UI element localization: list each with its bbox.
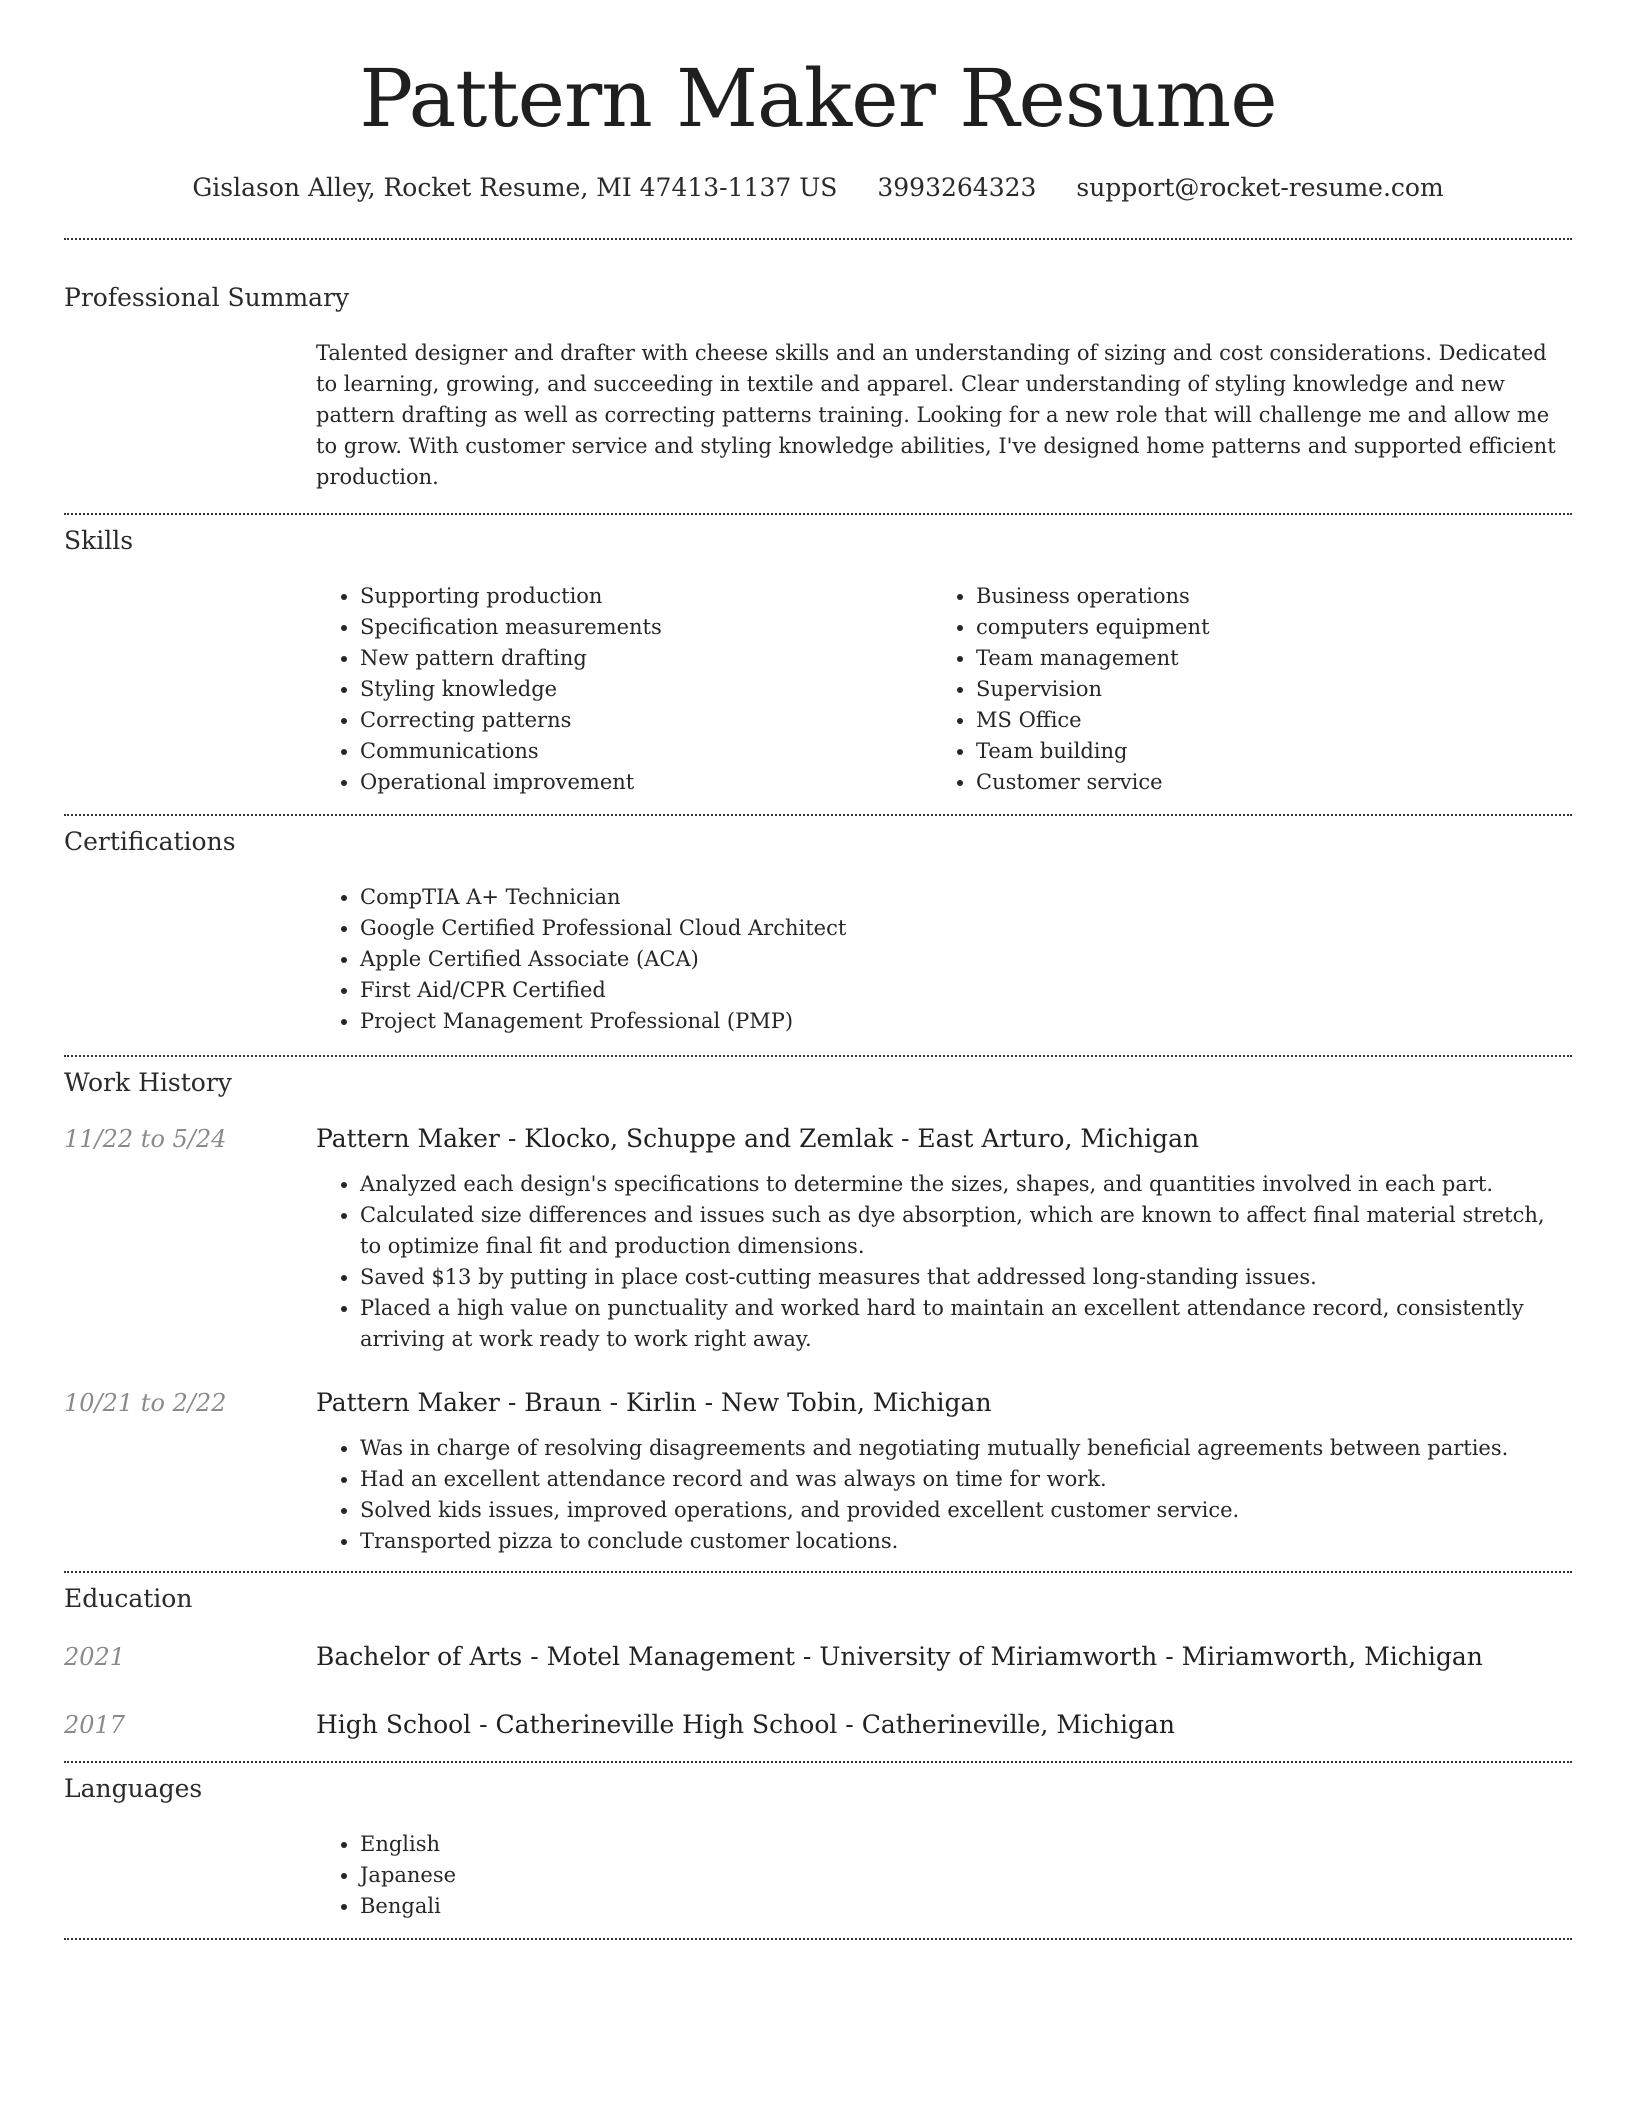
- section-title-education: Education: [64, 1584, 193, 1613]
- job-bullets: [316, 1169, 1572, 1355]
- list-item: • Project Management Professional (PMP): [360, 1006, 1572, 1037]
- list-item: • Bengali: [360, 1891, 1572, 1922]
- list-item: • Transported pizza to conclude customer locations.: [360, 1526, 1572, 1557]
- list-item: • CompTIA A+ Technician: [360, 882, 1572, 913]
- section-title-summary: Professional Summary: [64, 283, 350, 312]
- list-item: • English: [360, 1829, 1572, 1860]
- section-education: [64, 1573, 1572, 1741]
- section-certifications: [64, 816, 1572, 1037]
- section-title-languages: Languages: [64, 1774, 203, 1803]
- list-item: • Operational improvement: [360, 767, 932, 798]
- education-entry: [64, 1709, 1572, 1741]
- list-item: • Japanese: [360, 1860, 1572, 1891]
- contact-email: support@rocket-resume.com: [1076, 173, 1444, 202]
- list-item: • Analyzed each design's specifications to determine the sizes, shapes, and quantities involved in each part.: [360, 1169, 1572, 1200]
- list-item: • Google Certified Professional Cloud Architect: [360, 913, 1572, 944]
- list-item: • Communications: [360, 736, 932, 767]
- list-item: • Correcting patterns: [360, 705, 932, 736]
- skills-list-left: [316, 581, 932, 798]
- list-item: • Styling knowledge: [360, 674, 932, 705]
- list-item: • Specification measurements: [360, 612, 932, 643]
- list-item: • Business operations: [976, 581, 1548, 612]
- list-item: • Team building: [976, 736, 1548, 767]
- list-item: • Was in charge of resolving disagreements and negotiating mutually beneficial agreements between parties.: [360, 1433, 1572, 1464]
- list-item: • Apple Certified Associate (ACA): [360, 944, 1572, 975]
- education-title: High School - Catherineville High School - Catherineville, Michigan: [316, 1710, 1176, 1739]
- list-item: • MS Office: [976, 705, 1548, 736]
- resume-page: [64, 0, 1572, 1940]
- list-item: • Had an excellent attendance record and was always on time for work.: [360, 1464, 1572, 1495]
- education-year: 2017: [64, 1711, 126, 1739]
- job-entry: [64, 1123, 1572, 1355]
- education-year: 2021: [64, 1643, 126, 1671]
- list-item: • Calculated size differences and issues such as dye absorption, which are known to affect final material stretch, to optimize final fit and production dimensions.: [360, 1200, 1572, 1262]
- list-item: • New pattern drafting: [360, 643, 932, 674]
- list-item: • Placed a high value on punctuality and worked hard to maintain an excellent attendance record, consistently arriving at work ready to work right away.: [360, 1293, 1572, 1355]
- section-title-skills: Skills: [64, 526, 134, 555]
- resume-title: Pattern Maker Resume: [359, 52, 1277, 145]
- job-title: Pattern Maker - Braun - Kirlin - New Tobin, Michigan: [316, 1388, 992, 1417]
- skills-columns: [316, 581, 1572, 798]
- skills-list-right: [932, 581, 1548, 798]
- job-bullets: [316, 1433, 1572, 1557]
- summary-text: Talented designer and drafter with cheese skills and an understanding of sizing and cost considerations. Dedicated to learning, growing, and succeeding in textile and apparel. Clear understanding of styling knowledge and new pattern drafting as well as correcting patterns training. Looking for a new role that will challenge me and allow me to grow. With customer service and styling knowledge abilities, I've designed home patterns and supported efficient production.: [316, 341, 1556, 489]
- contact-address: Gislason Alley, Rocket Resume, MI 47413-1137 US: [192, 173, 838, 202]
- contact-line: [64, 172, 1572, 204]
- education-title: Bachelor of Arts - Motel Management - University of Miriamworth - Miriamworth, Michigan: [316, 1642, 1483, 1671]
- section-divider: [64, 1938, 1572, 1940]
- list-item: • Saved $13 by putting in place cost-cutting measures that addressed long-standing issues.: [360, 1262, 1572, 1293]
- job-entry: [64, 1387, 1572, 1557]
- languages-list: [316, 1829, 1572, 1922]
- section-summary: [64, 240, 1572, 493]
- section-title-work-history: Work History: [64, 1068, 232, 1097]
- contact-phone: 3993264323: [877, 173, 1037, 202]
- list-item: • Team management: [976, 643, 1548, 674]
- section-work-history: [64, 1057, 1572, 1557]
- job-dates: 10/21 to 2/22: [64, 1389, 227, 1417]
- section-skills: [64, 515, 1572, 798]
- list-item: • Supporting production: [360, 581, 932, 612]
- certifications-list: [316, 882, 1572, 1037]
- list-item: • Solved kids issues, improved operations, and provided excellent customer service.: [360, 1495, 1572, 1526]
- list-item: • Customer service: [976, 767, 1548, 798]
- section-languages: [64, 1763, 1572, 1922]
- list-item: • computers equipment: [976, 612, 1548, 643]
- education-entry: [64, 1641, 1572, 1673]
- list-item: • First Aid/CPR Certified: [360, 975, 1572, 1006]
- job-dates: 11/22 to 5/24: [64, 1125, 227, 1153]
- job-title: Pattern Maker - Klocko, Schuppe and Zemlak - East Arturo, Michigan: [316, 1124, 1200, 1153]
- section-title-certifications: Certifications: [64, 827, 236, 856]
- list-item: • Supervision: [976, 674, 1548, 705]
